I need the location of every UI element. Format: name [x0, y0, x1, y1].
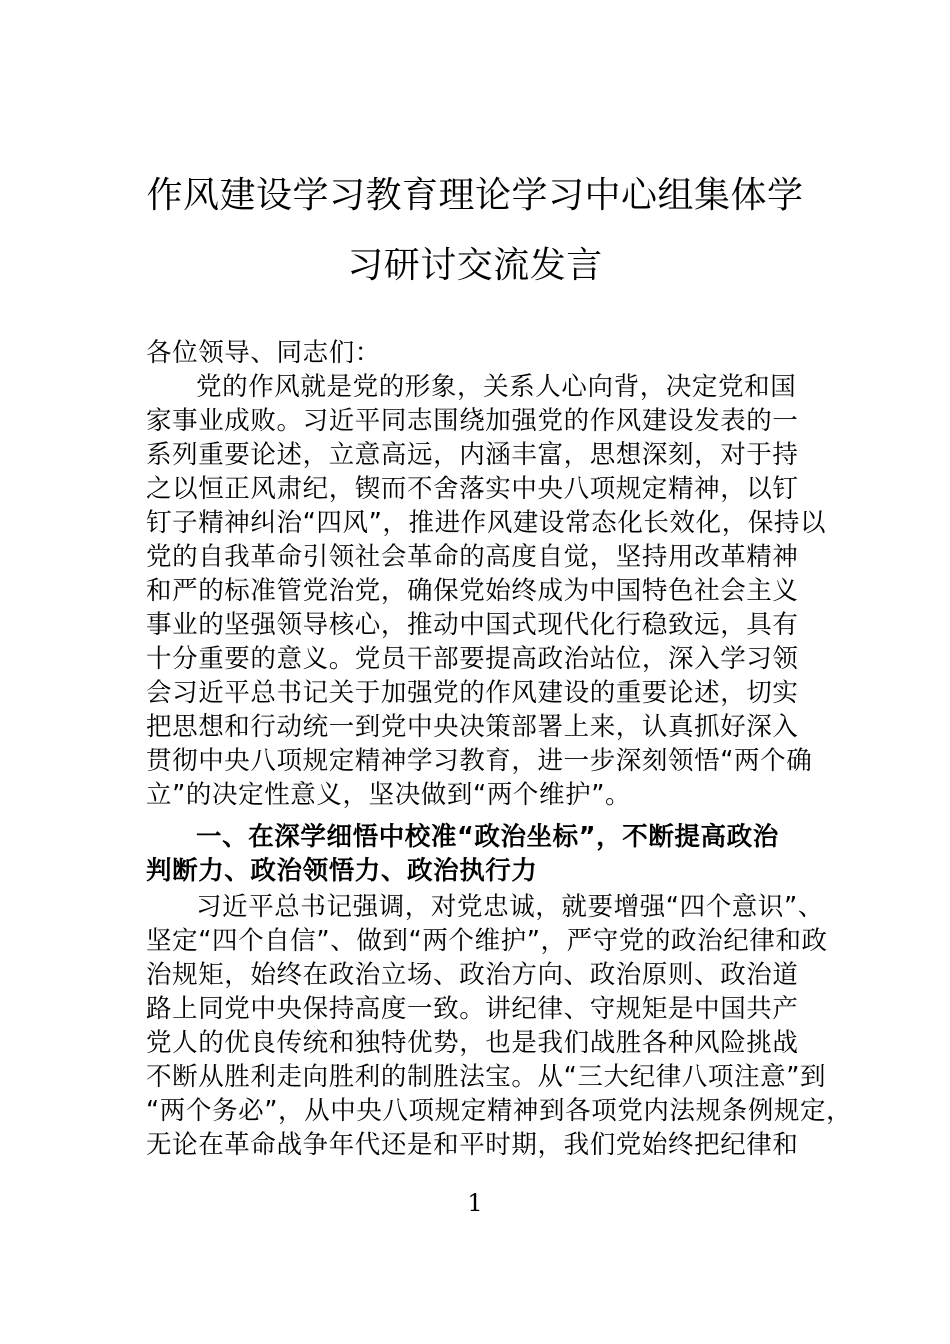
section-heading-1-line: 一、在深学细悟中校准“政治坐标”，不断提高政治 — [196, 822, 779, 852]
paragraph-1-line: 系列重要论述，立意高远，内涵丰富，思想深刻，对于持 — [146, 440, 799, 470]
section-heading-1-line: 判断力、政治领悟力、政治执行力 — [146, 856, 538, 886]
paragraph-2-line: 路上同党中央保持高度一致。讲纪律、守规矩是中国共产 — [146, 994, 799, 1024]
paragraph-1-line: 和严的标准管党治党，确保党始终成为中国特色社会主义 — [146, 576, 799, 606]
paragraph-2-line: 党人的优良传统和独特优势，也是我们战胜各种风险挑战 — [146, 1028, 799, 1058]
paragraph-2-line: “两个务必”，从中央八项规定精神到各项党内法规条例规定， — [146, 1096, 853, 1126]
paragraph-2-line: 坚定“四个自信”、做到“两个维护”，严守党的政治纪律和政 — [146, 926, 828, 956]
paragraph-1-line: 事业的坚强领导核心，推动中国式现代化行稳致远，具有 — [146, 610, 799, 640]
paragraph-2-line: 习近平总书记强调，对党忠诚，就要增强“四个意识”、 — [196, 892, 824, 922]
paragraph-2-line: 不断从胜利走向胜利的制胜法宝。从“三大纪律八项注意”到 — [146, 1062, 827, 1092]
paragraph-1-line: 党的作风就是党的形象，关系人心向背，决定党和国 — [196, 372, 797, 402]
paragraph-1-line: 会习近平总书记关于加强党的作风建设的重要论述，切实 — [146, 678, 799, 708]
document-title-line-2: 习研讨交流发言 — [347, 245, 603, 286]
paragraph-1-line: 把思想和行动统一到党中央决策部署上来，认真抓好深入 — [146, 712, 799, 742]
paragraph-2-line: 无论在革命战争年代还是和平时期，我们党始终把纪律和 — [146, 1130, 799, 1160]
paragraph-1-line: 党的自我革命引领社会革命的高度自觉，坚持用改革精神 — [146, 542, 799, 572]
paragraph-1-line: 贯彻中央八项规定精神学习教育，进一步深刻领悟“两个确 — [146, 746, 813, 776]
paragraph-1-line: 家事业成败。习近平同志围绕加强党的作风建设发表的一 — [146, 406, 799, 436]
paragraph-1-line: 十分重要的意义。党员干部要提高政治站位，深入学习领 — [146, 644, 799, 674]
page-number: 1 — [467, 1189, 483, 1217]
paragraph-1-line: 之以恒正风肃纪，锲而不舍落实中央八项规定精神，以钉 — [146, 474, 799, 504]
paragraph-2-line: 治规矩，始终在政治立场、政治方向、政治原则、政治道 — [146, 960, 799, 990]
document-title-line-1: 作风建设学习教育理论学习中心组集体学 — [146, 175, 804, 216]
salutation: 各位领导、同志们： — [146, 338, 381, 368]
paragraph-1-line: 钉子精神纠治“四风”，推进作风建设常态化长效化，保持以 — [146, 508, 827, 538]
paragraph-1-line: 立”的决定性意义，坚决做到“两个维护”。 — [146, 780, 632, 810]
